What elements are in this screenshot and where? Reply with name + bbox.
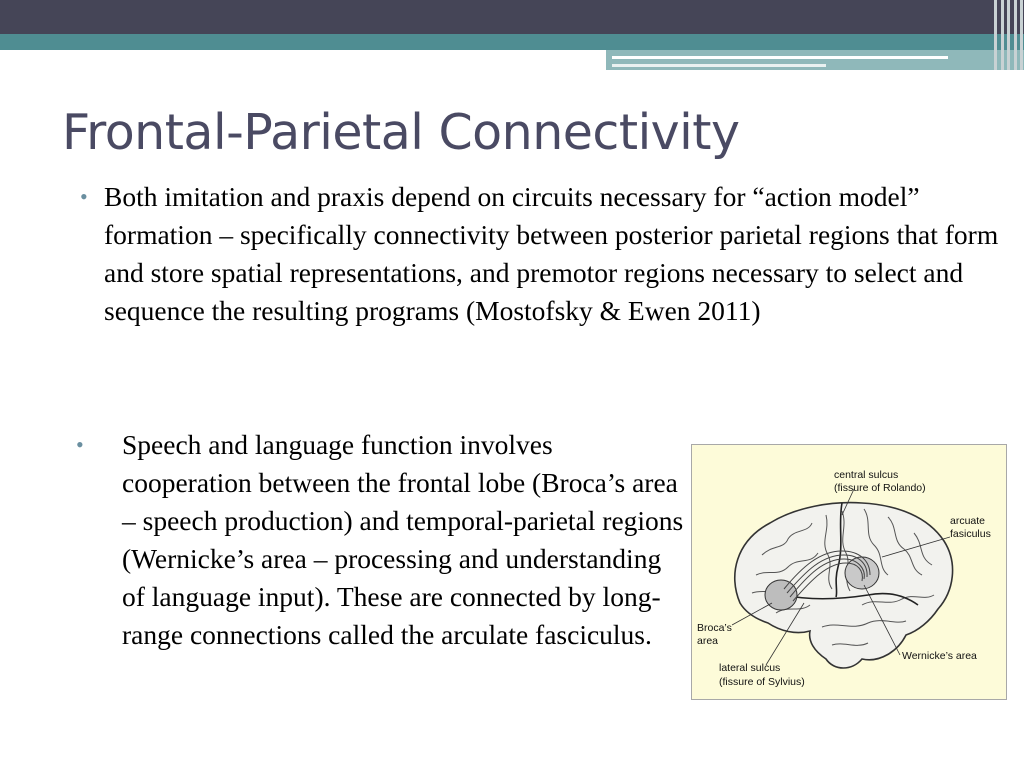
header-accent-line-2 xyxy=(612,64,826,67)
label-broca: Broca’s xyxy=(697,622,732,634)
label-central-sulcus-sub: (fissure of Rolando) xyxy=(834,482,926,494)
label-lateral-sulcus-sub: (fissure of Sylvius) xyxy=(719,676,805,688)
header-accent-bar xyxy=(606,50,1024,70)
brain-illustration xyxy=(692,445,1007,700)
label-lateral-sulcus: lateral sulcus xyxy=(719,662,781,674)
header-accent-line xyxy=(612,56,948,59)
label-broca-sub: area xyxy=(697,635,719,647)
header-teal-bar xyxy=(0,34,1024,50)
label-central-sulcus: central sulcus xyxy=(834,469,899,481)
bullet-item xyxy=(76,426,686,654)
bullet-text: Speech and language function involves cooperation between the frontal lobe (Broca’s area – speech production) and temporal-parietal regions (Wernicke’s area – processing and understanding of language input). These are connected by long-range connections called the arculate fasciculus. xyxy=(122,429,684,650)
header-dark-bar xyxy=(0,0,1024,34)
bullet-dot: • xyxy=(76,432,84,457)
brain-diagram xyxy=(691,444,1007,700)
label-arcuate: arcuate xyxy=(950,515,986,527)
header-vertical-lines xyxy=(992,0,1024,70)
label-arcuate-sub: fasiculus xyxy=(950,528,991,540)
bullet-text: Both imitation and praxis depend on circuits necessary for “action model” formation – specifically connectivity between posterior parietal regions that form and store spatial representations, and premotor regions necessary to select and sequence the resulting programs (Mostofsky & Ewen 2011) xyxy=(104,181,999,326)
label-wernicke: Wernicke’s area xyxy=(902,650,977,662)
slide-title: Frontal-Parietal Connectivity xyxy=(62,104,740,161)
bullet-dot: • xyxy=(80,184,88,209)
bullet-item xyxy=(80,178,1000,330)
